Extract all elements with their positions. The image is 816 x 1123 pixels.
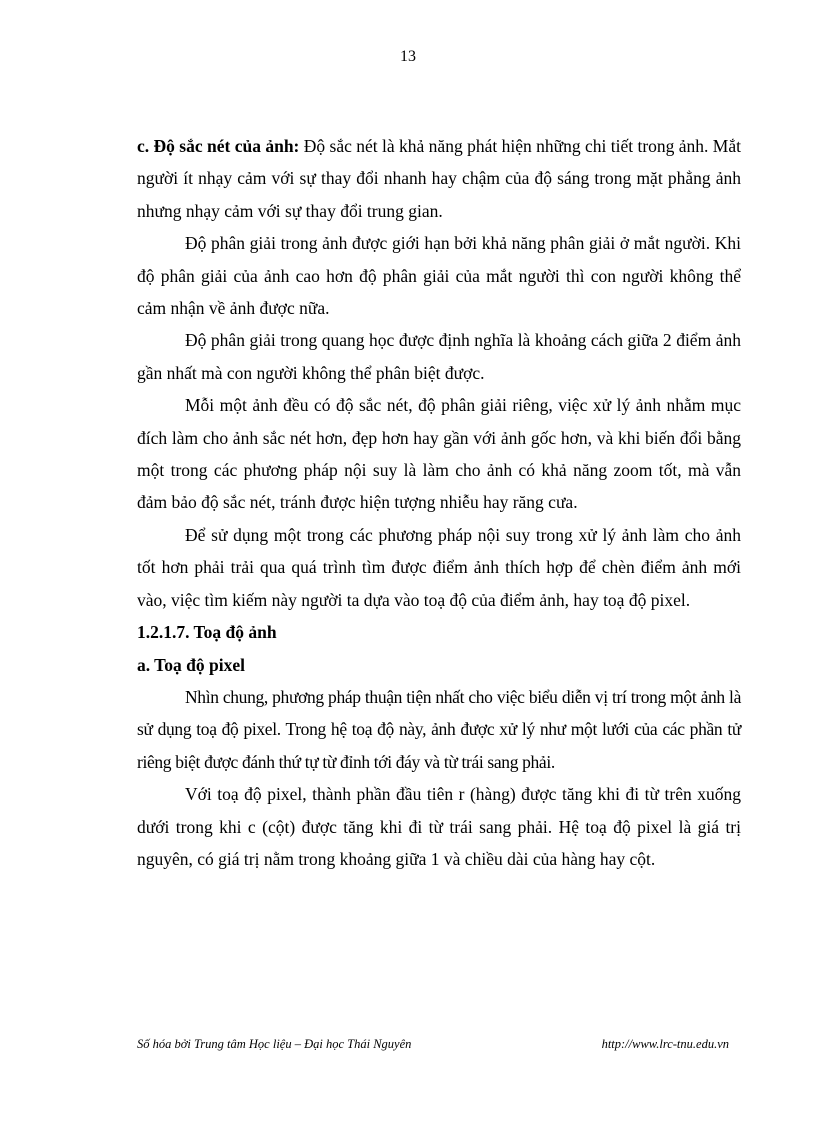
paragraph: Với toạ độ pixel, thành phần đầu tiên r (hàng) được tăng khi đi từ trên xuống dưới trong khi c (cột) được tăng khi đi từ trái sang phải. Hệ toạ độ pixel là giá trị nguyên, có giá trị nằm trong khoảng giữa 1 và chiều dài của hàng hay cột. [137,784,741,869]
paragraph: Nhìn chung, phương pháp thuận tiện nhất cho việc biểu diễn vị trí trong một ảnh là sử dụng toạ độ pixel. Trong hệ toạ độ này, ảnh được xử lý như một lưới của các phần tử riêng biệt được đánh thứ tự từ đỉnh tới đáy và từ trái sang phải. [137,686,741,772]
paragraph: Mỗi một ảnh đều có độ sắc nét, độ phân giải riêng, việc xử lý ảnh nhằm mục đích làm cho ảnh sắc nét hơn, đẹp hơn hay gần với ảnh gốc hơn, và khi biến đổi bằng một trong các phương pháp nội suy là làm cho ảnh có khả năng zoom tốt, mà vẫn đảm bảo độ sắc nét, tránh được hiện tượng nhiễu hay răng cưa. [137,395,741,513]
document-body [137,130,741,875]
section-c-paragraph [137,130,741,227]
paragraph: Độ phân giải trong quang học được định nghĩa là khoảng cách giữa 2 điểm ảnh gần nhất mà con người không thể phân biệt được. [137,330,741,383]
section-heading: 1.2.1.7. Toạ độ ảnh [137,622,277,643]
footer-publisher: Số hóa bởi Trung tâm Học liệu – Đại học Thái Nguyên [137,1037,412,1051]
paragraph: Độ phân giải trong ảnh được giới hạn bởi khả năng phân giải ở mắt người. Khi độ phân giải của ảnh cao hơn độ phân giải của mắt người thì con người không thể cảm nhận về ảnh được nữa. [137,233,741,319]
section-c-lead: c. Độ sắc nét của ảnh: [137,136,300,156]
paragraph: Để sử dụng một trong các phương pháp nội suy trong xử lý ảnh làm cho ảnh tốt hơn phải trải qua quá trình tìm được điểm ảnh thích hợp để chèn điểm ảnh mới vào, việc tìm kiếm này người ta dựa vào toạ độ của điểm ảnh, hay toạ độ pixel. [137,524,741,610]
subsection-heading: a. Toạ độ pixel [137,654,245,675]
section-c-text: Độ sắc nét là khả năng phát hiện những chi tiết trong ảnh. Mắt người ít nhạy cảm với sự thay đổi nhanh hay chậm của độ sáng trong mặt phẳng ảnh nhưng nhạy cảm với sự thay đổi trung gian. [137,136,741,221]
footer-url: http://www.lrc-tnu.edu.vn [601,1037,729,1051]
page-number: 13 [400,48,416,65]
